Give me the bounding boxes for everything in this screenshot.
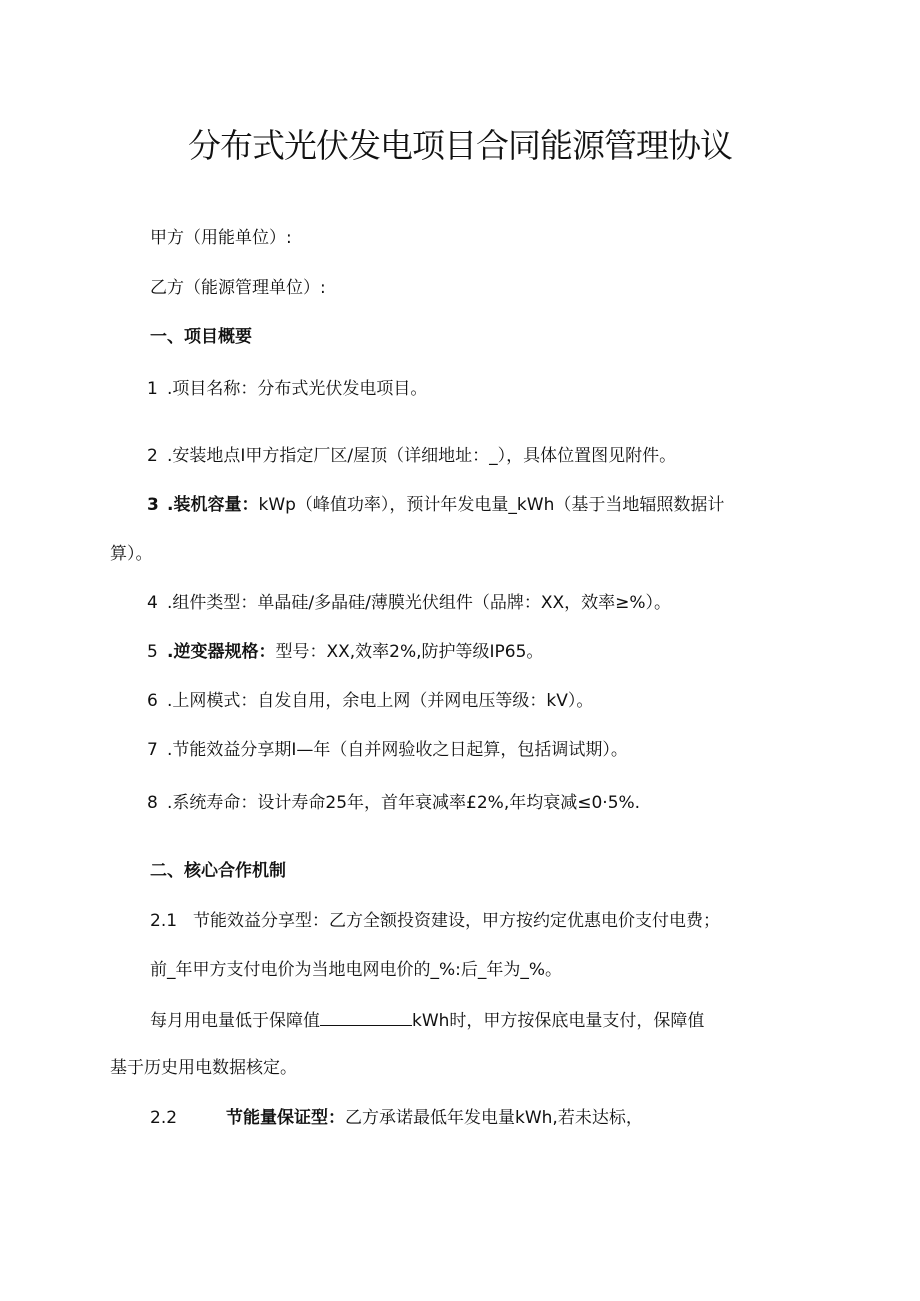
clause-number: 2.1 (150, 911, 178, 931)
item-text: .系统寿命：设计寿命25年，首年衰减率£2%,年均衰减≤0·5%. (167, 793, 641, 813)
section-1-heading: 一、项目概要 (150, 327, 252, 347)
item-text: .上网模式：自发自用，余电上网（并网电压等级：kV）。 (167, 691, 594, 711)
party-b-line: 乙方（能源管理单位）: (150, 278, 326, 298)
list-item (147, 640, 543, 664)
item-text: .节能效益分享期I—年（自并网验收之日起算，包括调试期）。 (167, 740, 628, 760)
item-number: 7 (147, 740, 158, 760)
list-item (147, 791, 640, 815)
list-item (147, 493, 724, 517)
section-2-heading: 二、核心合作机制 (150, 861, 286, 881)
item-continuation: 算）。 (110, 544, 153, 564)
list-item (147, 738, 628, 762)
item-text: kWp（峰值功率），预计年发电量_kWh（基于当地辐照数据计 (258, 495, 725, 515)
item-number: 6 (147, 691, 158, 711)
clause-bold-label: 节能量保证型： (226, 1108, 345, 1128)
clause-number: 2.2 (150, 1108, 178, 1128)
item-number: 1 (147, 379, 158, 399)
clause-text: 乙方承诺最低年发电量kWh,若未达标， (345, 1108, 643, 1128)
item-number: 4 (147, 593, 158, 613)
item-text: 型号：XX,效率2%,防护等级IP65。 (275, 642, 544, 662)
text-segment: kWh时，甲方按保底电量支付，保障值 (412, 1011, 705, 1031)
paragraph-text (150, 1008, 704, 1033)
list-item (147, 377, 427, 401)
paragraph-text: 前_年甲方支付电价为当地电网电价的_%:后_年为_%。 (150, 960, 563, 980)
list-item (147, 591, 671, 615)
paragraph-2-1 (150, 909, 720, 933)
clause-text: 节能效益分享型：乙方全额投资建设，甲方按约定优惠电价支付电费； (193, 911, 720, 931)
item-text: .组件类型：单晶硅/多晶硅/薄膜光伏组件（品牌：XX，效率≥%）。 (167, 593, 672, 613)
document-title: 分布式光伏发电项目合同能源管理协议 (188, 126, 732, 165)
item-bold-label: .装机容量： (167, 495, 259, 515)
paragraph-2-2 (150, 1106, 643, 1130)
item-number: 8 (147, 793, 158, 813)
text-segment: 每月用电量低于保障值 (150, 1011, 320, 1031)
item-bold-label: .逆变器规格： (167, 642, 276, 662)
item-number: 2 (147, 446, 158, 466)
item-number: 5 (147, 642, 158, 662)
party-a-line: 甲方（用能单位）: (150, 228, 292, 248)
item-text: .安装地点I甲方指定厂区/屋顶（详细地址：_），具体位置图见附件。 (167, 446, 677, 466)
item-text: .项目名称：分布式光伏发电项目。 (167, 379, 428, 399)
list-item (147, 444, 676, 468)
blank-line (320, 1008, 412, 1026)
list-item (147, 689, 593, 713)
paragraph-continuation: 基于历史用电数据核定。 (110, 1058, 297, 1078)
item-number: 3 (147, 495, 159, 515)
